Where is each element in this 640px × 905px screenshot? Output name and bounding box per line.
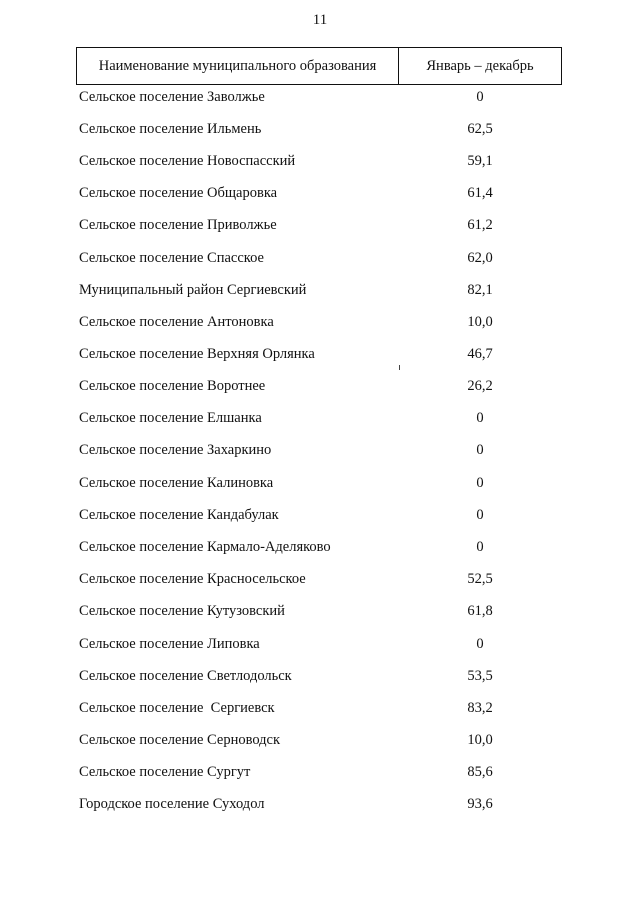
row-name: Сельское поселение Общаровка bbox=[79, 185, 278, 201]
row-name: Сельское поселение Светлодольск bbox=[79, 668, 292, 684]
row-name: Сельское поселение Сергиевск bbox=[79, 700, 275, 716]
page-number: 11 bbox=[312, 12, 328, 28]
table-row bbox=[0, 664, 640, 688]
header-value-column: Январь – декабрь bbox=[426, 57, 534, 74]
row-value: 0 bbox=[476, 442, 484, 458]
row-name: Сельское поселение Новоспасский bbox=[79, 153, 296, 169]
row-value: 52,5 bbox=[467, 571, 493, 587]
row-name: Сельское поселение Спасское bbox=[79, 250, 264, 266]
row-value: 61,2 bbox=[467, 217, 493, 233]
row-name: Сельское поселение Воротнее bbox=[79, 378, 266, 394]
row-value: 83,2 bbox=[467, 700, 493, 716]
row-name: Сельское поселение Липовка bbox=[79, 636, 260, 652]
row-value: 10,0 bbox=[467, 732, 493, 748]
table-row bbox=[0, 246, 640, 270]
table-header bbox=[76, 47, 562, 85]
row-value: 59,1 bbox=[467, 153, 493, 169]
table-row bbox=[0, 471, 640, 495]
row-name: Сельское поселение Калиновка bbox=[79, 475, 274, 491]
table-row bbox=[0, 342, 640, 366]
table-row bbox=[0, 567, 640, 591]
row-name: Сельское поселение Верхняя Орлянка bbox=[79, 346, 315, 362]
table-row bbox=[0, 213, 640, 237]
table-row bbox=[0, 278, 640, 302]
table-row bbox=[0, 374, 640, 398]
row-name: Сельское поселение Кармало-Аделяково bbox=[79, 539, 331, 555]
table-row bbox=[0, 760, 640, 784]
row-name: Сельское поселение Красносельское bbox=[79, 571, 306, 587]
row-value: 0 bbox=[476, 475, 484, 491]
row-value: 26,2 bbox=[467, 378, 493, 394]
row-name: Сельское поселение Сургут bbox=[79, 764, 251, 780]
row-value: 0 bbox=[476, 410, 484, 426]
row-value: 0 bbox=[476, 89, 484, 105]
table-row bbox=[0, 599, 640, 623]
table-row bbox=[0, 406, 640, 430]
row-value: 53,5 bbox=[467, 668, 493, 684]
table-row bbox=[0, 117, 640, 141]
row-name: Сельское поселение Ильмень bbox=[79, 121, 262, 137]
row-value: 0 bbox=[476, 507, 484, 523]
row-value: 61,4 bbox=[467, 185, 493, 201]
row-value: 0 bbox=[476, 539, 484, 555]
table-row bbox=[0, 310, 640, 334]
row-value: 46,7 bbox=[467, 346, 493, 362]
table-row bbox=[0, 696, 640, 720]
row-name: Сельское поселение Заволжье bbox=[79, 89, 265, 105]
row-name: Сельское поселение Серноводск bbox=[79, 732, 281, 748]
table-row bbox=[0, 535, 640, 559]
table-row bbox=[0, 728, 640, 752]
row-name: Сельское поселение Кутузовский bbox=[79, 603, 285, 619]
table-row bbox=[0, 503, 640, 527]
row-name: Сельское поселение Кандабулак bbox=[79, 507, 279, 523]
table-row bbox=[0, 181, 640, 205]
table-row bbox=[0, 632, 640, 656]
header-name-column: Наименование муниципального образования bbox=[77, 48, 399, 84]
row-value: 62,5 bbox=[467, 121, 493, 137]
row-name: Муниципальный район Сергиевский bbox=[79, 282, 307, 298]
row-value: 62,0 bbox=[467, 250, 493, 266]
row-value: 82,1 bbox=[467, 282, 493, 298]
row-name: Сельское поселение Антоновка bbox=[79, 314, 274, 330]
scan-speck bbox=[399, 365, 400, 370]
row-name: Сельское поселение Приволжье bbox=[79, 217, 277, 233]
row-value: 85,6 bbox=[467, 764, 493, 780]
table-row bbox=[0, 792, 640, 816]
row-name: Сельское поселение Захаркино bbox=[79, 442, 272, 458]
row-name: Сельское поселение Елшанка bbox=[79, 410, 262, 426]
row-value: 0 bbox=[476, 636, 484, 652]
table-row bbox=[0, 85, 640, 109]
table-row bbox=[0, 149, 640, 173]
row-value: 10,0 bbox=[467, 314, 493, 330]
row-value: 61,8 bbox=[467, 603, 493, 619]
row-value: 93,6 bbox=[467, 796, 493, 812]
row-name: Городское поселение Суходол bbox=[79, 796, 265, 812]
table-row bbox=[0, 438, 640, 462]
